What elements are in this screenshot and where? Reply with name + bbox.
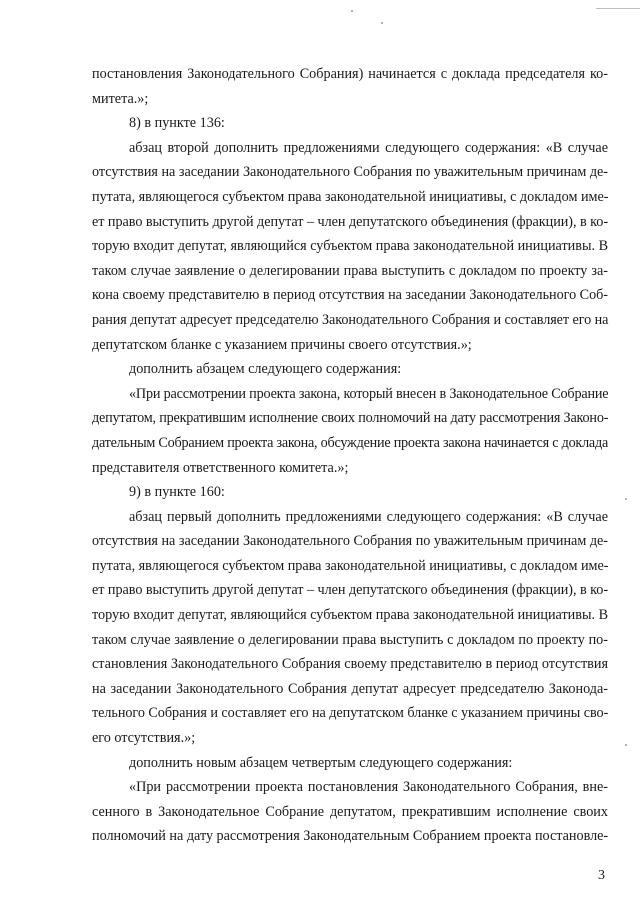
text-line: «При рассмотрении проекта постановления Законодательного Собрания, вне-: [129, 779, 608, 796]
document-body: [92, 62, 608, 849]
text-line: становления Законодательного Собрания своему представителю в период отсутствия: [92, 656, 608, 673]
text-line: полномочий на дату рассмотрения Законодательным Собранием проекта постановле-: [92, 828, 609, 845]
scan-artifact-dot: [625, 744, 627, 746]
text-line: отсутствия на заседании Законодательного Собрания по уважительным причинам де-: [92, 164, 608, 181]
scan-artifact-dot: [625, 498, 627, 500]
text-line: отсутствия на заседании Законодательного Собрания по уважительным причинам де-: [92, 533, 608, 550]
text-line: ет право выступить другой депутат – член депутатского объединения (фракции), в ко-: [92, 213, 608, 230]
text-line: ет право выступить другой депутат – член депутатского объединения (фракции), в ко-: [92, 582, 608, 599]
text-line: дательным Собранием проекта закона, обсуждение проекта закона начинается с доклада: [92, 434, 608, 451]
text-line: митета.»;: [92, 90, 149, 107]
list-item-heading: 9) в пункте 160:: [129, 484, 225, 501]
text-line: постановления Законодательного Собрания) начинается с доклада председателя ко-: [92, 66, 608, 82]
text-line: депутатом, прекратившим исполнение своих полномочий на дату рассмотрения Законо-: [92, 410, 609, 427]
list-item-heading: 8) в пункте 136:: [129, 115, 225, 132]
text-line: абзац второй дополнить предложениями следующего содержания: «В случае: [129, 139, 608, 156]
text-line: на заседании Законодательного Собрания депутат адресует председателю Законода-: [92, 680, 608, 697]
text-line: рания депутат адресует председателю Законодательного Собрания и составляет его на: [92, 311, 609, 328]
text-line: дополнить новым абзацем четвертым следующего содержания:: [129, 754, 513, 771]
text-line: его отсутствия.»;: [92, 730, 196, 747]
scan-artifact-line: [596, 8, 640, 9]
text-line: кона своему представителю в период отсутствия на заседании Законодательного Соб-: [92, 287, 608, 304]
text-line: путата, являющегося субъектом права законодательной инициативы, с докладом име-: [92, 188, 609, 205]
text-line: таком случае заявление о делегировании права выступить с докладом по проекту по-: [92, 631, 608, 648]
page-number: 3: [598, 868, 605, 883]
text-line: сенного в Законодательное Собрание депутатом, прекратившим исполнение своих: [92, 803, 608, 820]
text-line: «При рассмотрении проекта закона, который внесен в Законодательное Собрание: [129, 385, 609, 402]
text-line: тельного Собрания и составляет его на депутатском бланке с указанием причины сво-: [92, 705, 609, 722]
scan-artifact-dot: [351, 10, 353, 12]
text-line: торую входит депутат, являющийся субъектом права законодательной инициативы. В: [92, 607, 609, 624]
text-line: депутатском бланке с указанием причины своего отсутствия.»;: [92, 336, 472, 353]
scan-artifact-dot: [381, 22, 383, 24]
text-line: абзац первый дополнить предложениями следующего содержания: «В случае: [129, 508, 608, 525]
text-line: представителя ответственного комитета.»;: [92, 459, 349, 476]
text-line: путата, являющегося субъектом права законодательной инициативы, с докладом име-: [92, 557, 609, 574]
text-line: таком случае заявление о делегировании права выступить с докладом по проекту за-: [92, 262, 608, 279]
text-line: торую входит депутат, являющийся субъектом права законодательной инициативы. В: [92, 238, 609, 255]
text-line: дополнить абзацем следующего содержания:: [129, 361, 402, 378]
